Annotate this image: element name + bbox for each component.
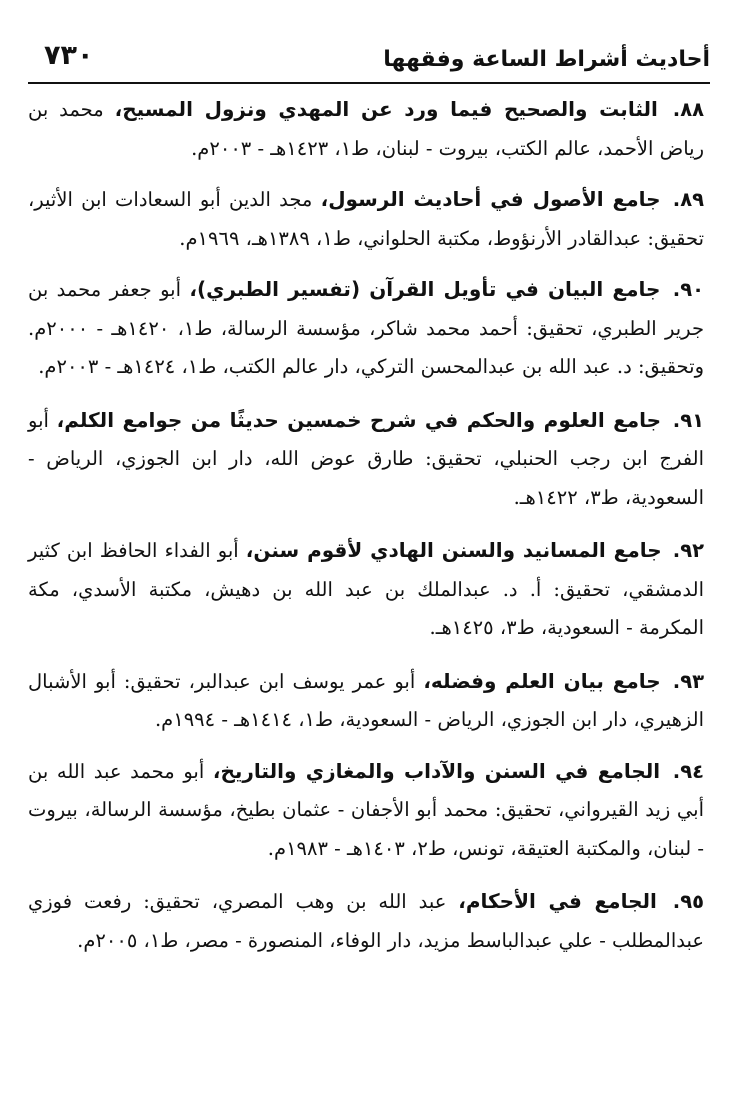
entry-details: محمد بن رياض الأحمد، عالم الكتب، بيروت - لبنان، ط١، ١٤٢٣هـ - ٢٠٠٣م. [28,98,704,160]
bibliography-entry [28,882,704,960]
page-number: ٧٣٠ [44,40,94,71]
entry-title: جامع بيان العلم وفضله، [423,668,661,693]
entry-number: ٩٢. [672,539,704,562]
entry-details: عبد الله بن وهب المصري، تحقيق: رفعت فوزي عبدالمطلب - علي عبدالباسط مزيد، دار الوفاء، المنصورة - مصر، ط١، ٢٠٠٥م. [28,890,704,952]
bibliography-entry [28,270,704,387]
bibliography-list [28,90,704,960]
entry-details: مجد الدين أبو السعادات ابن الأثير، تحقيق: عبدالقادر الأرنؤوط، مكتبة الحلواني، ط١، ١٣٨٩هـ، ١٩٦٩م. [28,188,704,250]
entry-title: جامع المسانيد والسنن الهادي لأقوم سنن، [245,538,662,562]
bibliography-entry [28,401,704,518]
entry-title: جامع البيان في تأويل القرآن (تفسير الطبري)، [189,277,661,301]
entry-title: جامع الأصول في أحاديث الرسول، [320,187,661,211]
bibliography-entry [28,90,704,168]
entry-number: ٩٠. [672,278,705,301]
entry-number: ٩٥. [672,890,705,913]
entry-details: أبو الفداء الحافظ ابن كثير الدمشقي، تحقيق: أ. د. عبدالملك بن عبد الله بن دهيش، مكتبة الأسدي، مكة المكرمة - السعودية، ط٣، ١٤٢٥هـ. [28,539,704,639]
entry-title: الثابت والصحيح فيما ورد عن المهدي ونزول المسيح، [114,97,658,121]
bibliography-entry [28,531,704,648]
entry-details: أبو الفرج ابن رجب الحنبلي، تحقيق: طارق عوض الله، دار ابن الجوزي، الرياض - السعودية، ط٣، ١٤٢٢هـ. [28,408,704,509]
entry-number: ٩٤. [672,759,704,783]
entry-number: ٨٨. [672,98,704,121]
entry-title: جامع العلوم والحكم في شرح خمسين حديثًا من جوامع الكلم، [56,407,662,432]
running-title: أحاديث أشراط الساعة وفقهها [383,47,710,72]
bibliography-entry [28,180,704,258]
entry-details: أبو محمد عبد الله بن أبي زيد القيرواني، تحقيق: محمد أبو الأجفان - عثمان بطيخ، مؤسسة الرسالة، بيروت - لبنان، والمكتبة العتيقة، تونس، ط٢، ١٤٠٣هـ - ١٩٨٣م. [28,759,704,860]
running-header [28,32,710,84]
entry-title: الجامع في الأحكام، [458,889,657,913]
entry-details: أبو جعفر محمد بن جرير الطبري، تحقيق: أحمد محمد شاكر، مؤسسة الرسالة، ط١، ١٤٢٠هـ - ٢٠٠٠م. وتحقيق: د. عبد الله بن عبدالمحسن التركي، دار عالم الكتب، ط١، ١٤٢٤هـ - ٢٠٠٣م. [28,278,705,378]
entry-title: الجامع في السنن والآداب والمغازي والتاريخ، [212,758,661,783]
entry-number: ٩٣. [672,669,704,693]
entry-number: ٩١. [672,408,705,432]
entry-details: أبو عمر يوسف ابن عبدالبر، تحقيق: أبو الأشبال الزهيري، دار ابن الجوزي، الرياض - السعودية، ط١، ١٤١٤هـ - ١٩٩٤م. [28,669,704,731]
entry-number: ٨٩. [672,188,704,211]
bibliography-entry [28,662,704,740]
bibliography-entry [28,752,704,869]
